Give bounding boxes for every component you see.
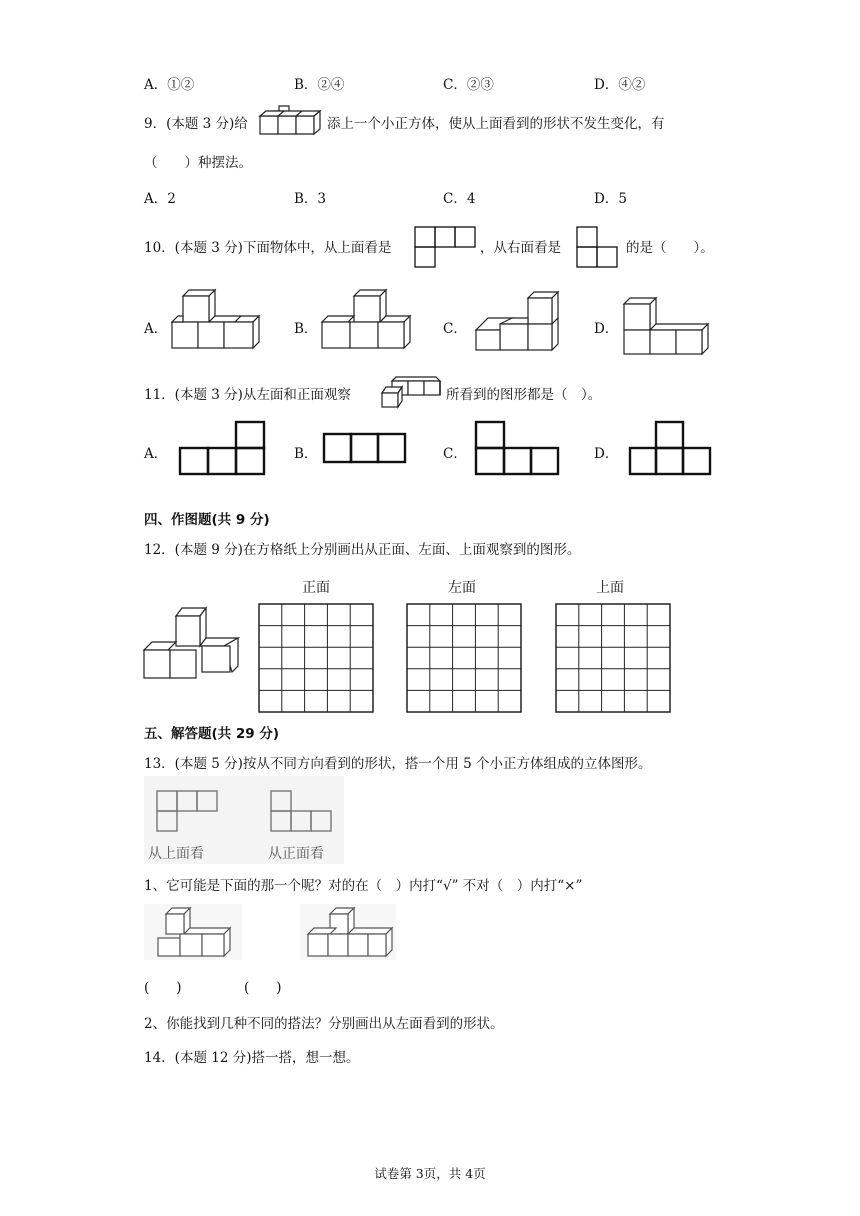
q13-sub2-text: 2、你能找到几种不同的搭法？分别画出从左面看到的形状。 — [144, 1016, 504, 1032]
q10-label-c: C． — [443, 321, 467, 337]
q9-line2: （ ）种摆法。 — [144, 155, 252, 171]
grid-title-top: 上面 — [596, 580, 624, 596]
q8-option-a: A．①② — [144, 77, 195, 93]
q13-label-front-view: 从正面看 — [268, 846, 324, 862]
q11-label-a: A． — [144, 446, 168, 462]
q10-text-part2: ，从右面看是 — [480, 240, 561, 256]
q13-front-view-figure — [270, 790, 334, 832]
q9-option-c: C．4 — [443, 191, 476, 207]
q11-text-part1: 11．(本题 3 分)从左面和正面观察 — [144, 387, 351, 403]
q10-label-a: A． — [144, 321, 168, 337]
page-footer: 试卷第 3页，共 4页 — [374, 1166, 486, 1181]
q11-label-b: B． — [294, 446, 318, 462]
q10-text-part3: 的是（ ）。 — [626, 240, 714, 256]
q10-label-b: B． — [294, 321, 318, 337]
grid-title-front: 正面 — [302, 580, 330, 596]
q12-text: 12．(本题 9 分)在方格纸上分别画出从正面、左面、上面观察到的图形。 — [144, 542, 581, 558]
q10-top-view-figure — [414, 226, 478, 268]
q8-option-d: D．④② — [594, 77, 646, 93]
q9-figure — [255, 103, 321, 137]
q10-text-part1: 10．(本题 3 分)下面物体中，从上面看是 — [144, 240, 392, 256]
section-4-title: 四、作图题(共 9 分) — [144, 512, 270, 528]
q13-answer-bracket-2[interactable]: ( ) — [244, 980, 282, 996]
grid-paper-front[interactable] — [258, 603, 374, 713]
q8-option-c: C．②③ — [443, 77, 494, 93]
q13-top-view-figure — [156, 790, 220, 832]
q9-text-before: 9．(本题 3 分)给 — [144, 116, 248, 132]
q10-option-a-figure — [170, 290, 262, 358]
q10-right-view-figure — [576, 226, 620, 268]
q13-label-top-view: 从上面看 — [148, 846, 204, 862]
q14-text: 14．(本题 12 分)搭一搭，想一想。 — [144, 1050, 360, 1066]
q13-answer-bracket-1[interactable]: ( ) — [144, 980, 182, 996]
q11-option-a-figure — [178, 420, 268, 476]
q9-text-after: 添上一个小正方体，使从上面看到的形状不发生变化，有 — [327, 116, 665, 132]
q11-option-d-figure — [628, 420, 716, 476]
q10-label-d: D． — [594, 321, 619, 337]
q13-text: 13．(本题 5 分)按从不同方向看到的形状，搭一个用 5 个小正方体组成的立体图形。 — [144, 756, 652, 772]
q10-option-b-figure — [320, 290, 412, 358]
grid-title-left: 左面 — [448, 580, 476, 596]
q8-option-b: B．②④ — [294, 77, 345, 93]
q10-option-d-figure — [620, 290, 712, 358]
section-5-title: 五、解答题(共 29 分) — [144, 726, 280, 742]
q11-option-c-figure — [474, 420, 562, 476]
q13-option2-figure — [304, 906, 394, 958]
q9-option-a: A．2 — [144, 191, 176, 207]
q11-figure — [378, 373, 444, 409]
q10-option-c-figure — [472, 290, 564, 358]
q11-label-d: D． — [594, 446, 619, 462]
grid-paper-left[interactable] — [406, 603, 522, 713]
q9-option-b: B．3 — [294, 191, 327, 207]
q13-option1-figure — [152, 906, 236, 958]
q11-label-c: C． — [443, 446, 467, 462]
q11-option-b-figure — [322, 432, 408, 466]
q11-text-part2: 所看到的图形都是（ ）。 — [446, 387, 602, 403]
q12-figure — [142, 598, 242, 682]
q13-sub1-text: 1、它可能是下面的那一个呢？对的在（ ）内打“√” 不对（ ）内打“×” — [144, 878, 583, 894]
grid-paper-top[interactable] — [555, 603, 671, 713]
q9-option-d: D．5 — [594, 191, 627, 207]
